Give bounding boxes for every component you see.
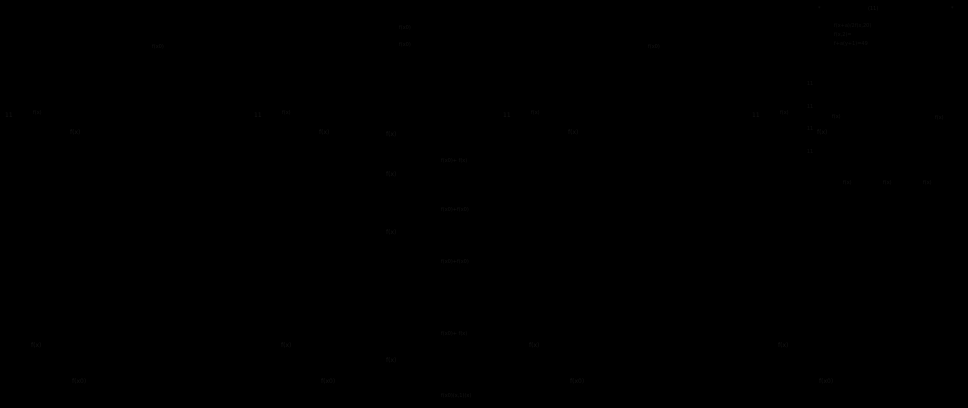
bottom-lower-label-3: f(x0) [570,378,585,385]
vertical-tick-4: 11 [806,148,814,155]
bottom-lower-label-4: f(x0) [819,378,834,385]
under-row-label-4: f(x) [817,129,828,136]
right-small-label-2: f(x) [883,180,892,186]
top-center-label-lower: f(x0) [399,42,411,48]
mid-row-label-2: f(x) [282,110,291,116]
top-center-label-upper: f(x0) [399,25,411,31]
center-row-5-value: f(x0)(x,1)(x) [441,393,472,399]
mid-row-right-extra: f(x) [935,115,944,121]
mid-row-label-3: f(x) [531,110,540,116]
top-mid-right-label: f(x0) [648,44,660,50]
bottom-upper-label-5: f(x) [778,342,789,349]
top-right-equation-1: f(x+a)/2f(x,20) [834,23,872,29]
center-row-3-left: f(x) [386,229,397,236]
under-row-label-1: f(x) [70,129,81,136]
mid-row-mark-3: 11 [503,112,511,119]
top-right-mark-a: * [818,6,821,12]
top-right-mark-b: (11) [868,6,879,12]
center-row-2-left: f(x) [386,171,397,178]
mid-row-mark-1: 11 [5,112,13,119]
vertical-tick-3: 11 [806,126,814,132]
bottom-lower-label-1: f(x0) [72,378,87,385]
under-row-label-5: f(x) [832,114,841,120]
right-small-label-3: f(x) [923,180,932,186]
bottom-upper-label-3: f(x) [386,357,397,364]
under-row-label-2: f(x) [319,129,330,136]
vertical-tick-stack [804,66,816,171]
bottom-lower-label-2: f(x0) [321,378,336,385]
center-row-1-left: f(x) [386,131,397,138]
mid-row-mark-2: 11 [254,112,262,119]
mid-row-label-1: f(x) [33,110,42,116]
top-right-equation-2: f(x,2)= [834,32,852,38]
center-row-4-value: f(x0)+ f(x) [441,331,468,337]
top-right-equation-3: f+a(y+1)=49 [834,41,868,47]
mid-row-label-4: f(x) [780,110,789,116]
right-small-label-1: f(x) [843,180,852,186]
under-row-label-3: f(x) [568,129,579,136]
vertical-tick-2: 11 [806,103,814,110]
center-row-1-value: f(x0)+ f(x) [441,158,468,164]
bottom-upper-label-4: f(x) [529,342,540,349]
top-right-mark-c: * [951,6,954,12]
center-row-2-value: f(x0)+f(x0) [441,207,469,213]
top-left-label: f(x0) [152,44,164,50]
center-row-3-value: f(x0)+f(x0) [441,259,469,265]
mid-row-mark-4: 11 [752,112,760,119]
bottom-upper-label-2: f(x) [281,342,292,349]
bottom-upper-label-1: f(x) [31,342,42,349]
vertical-tick-1: 11 [806,81,814,87]
